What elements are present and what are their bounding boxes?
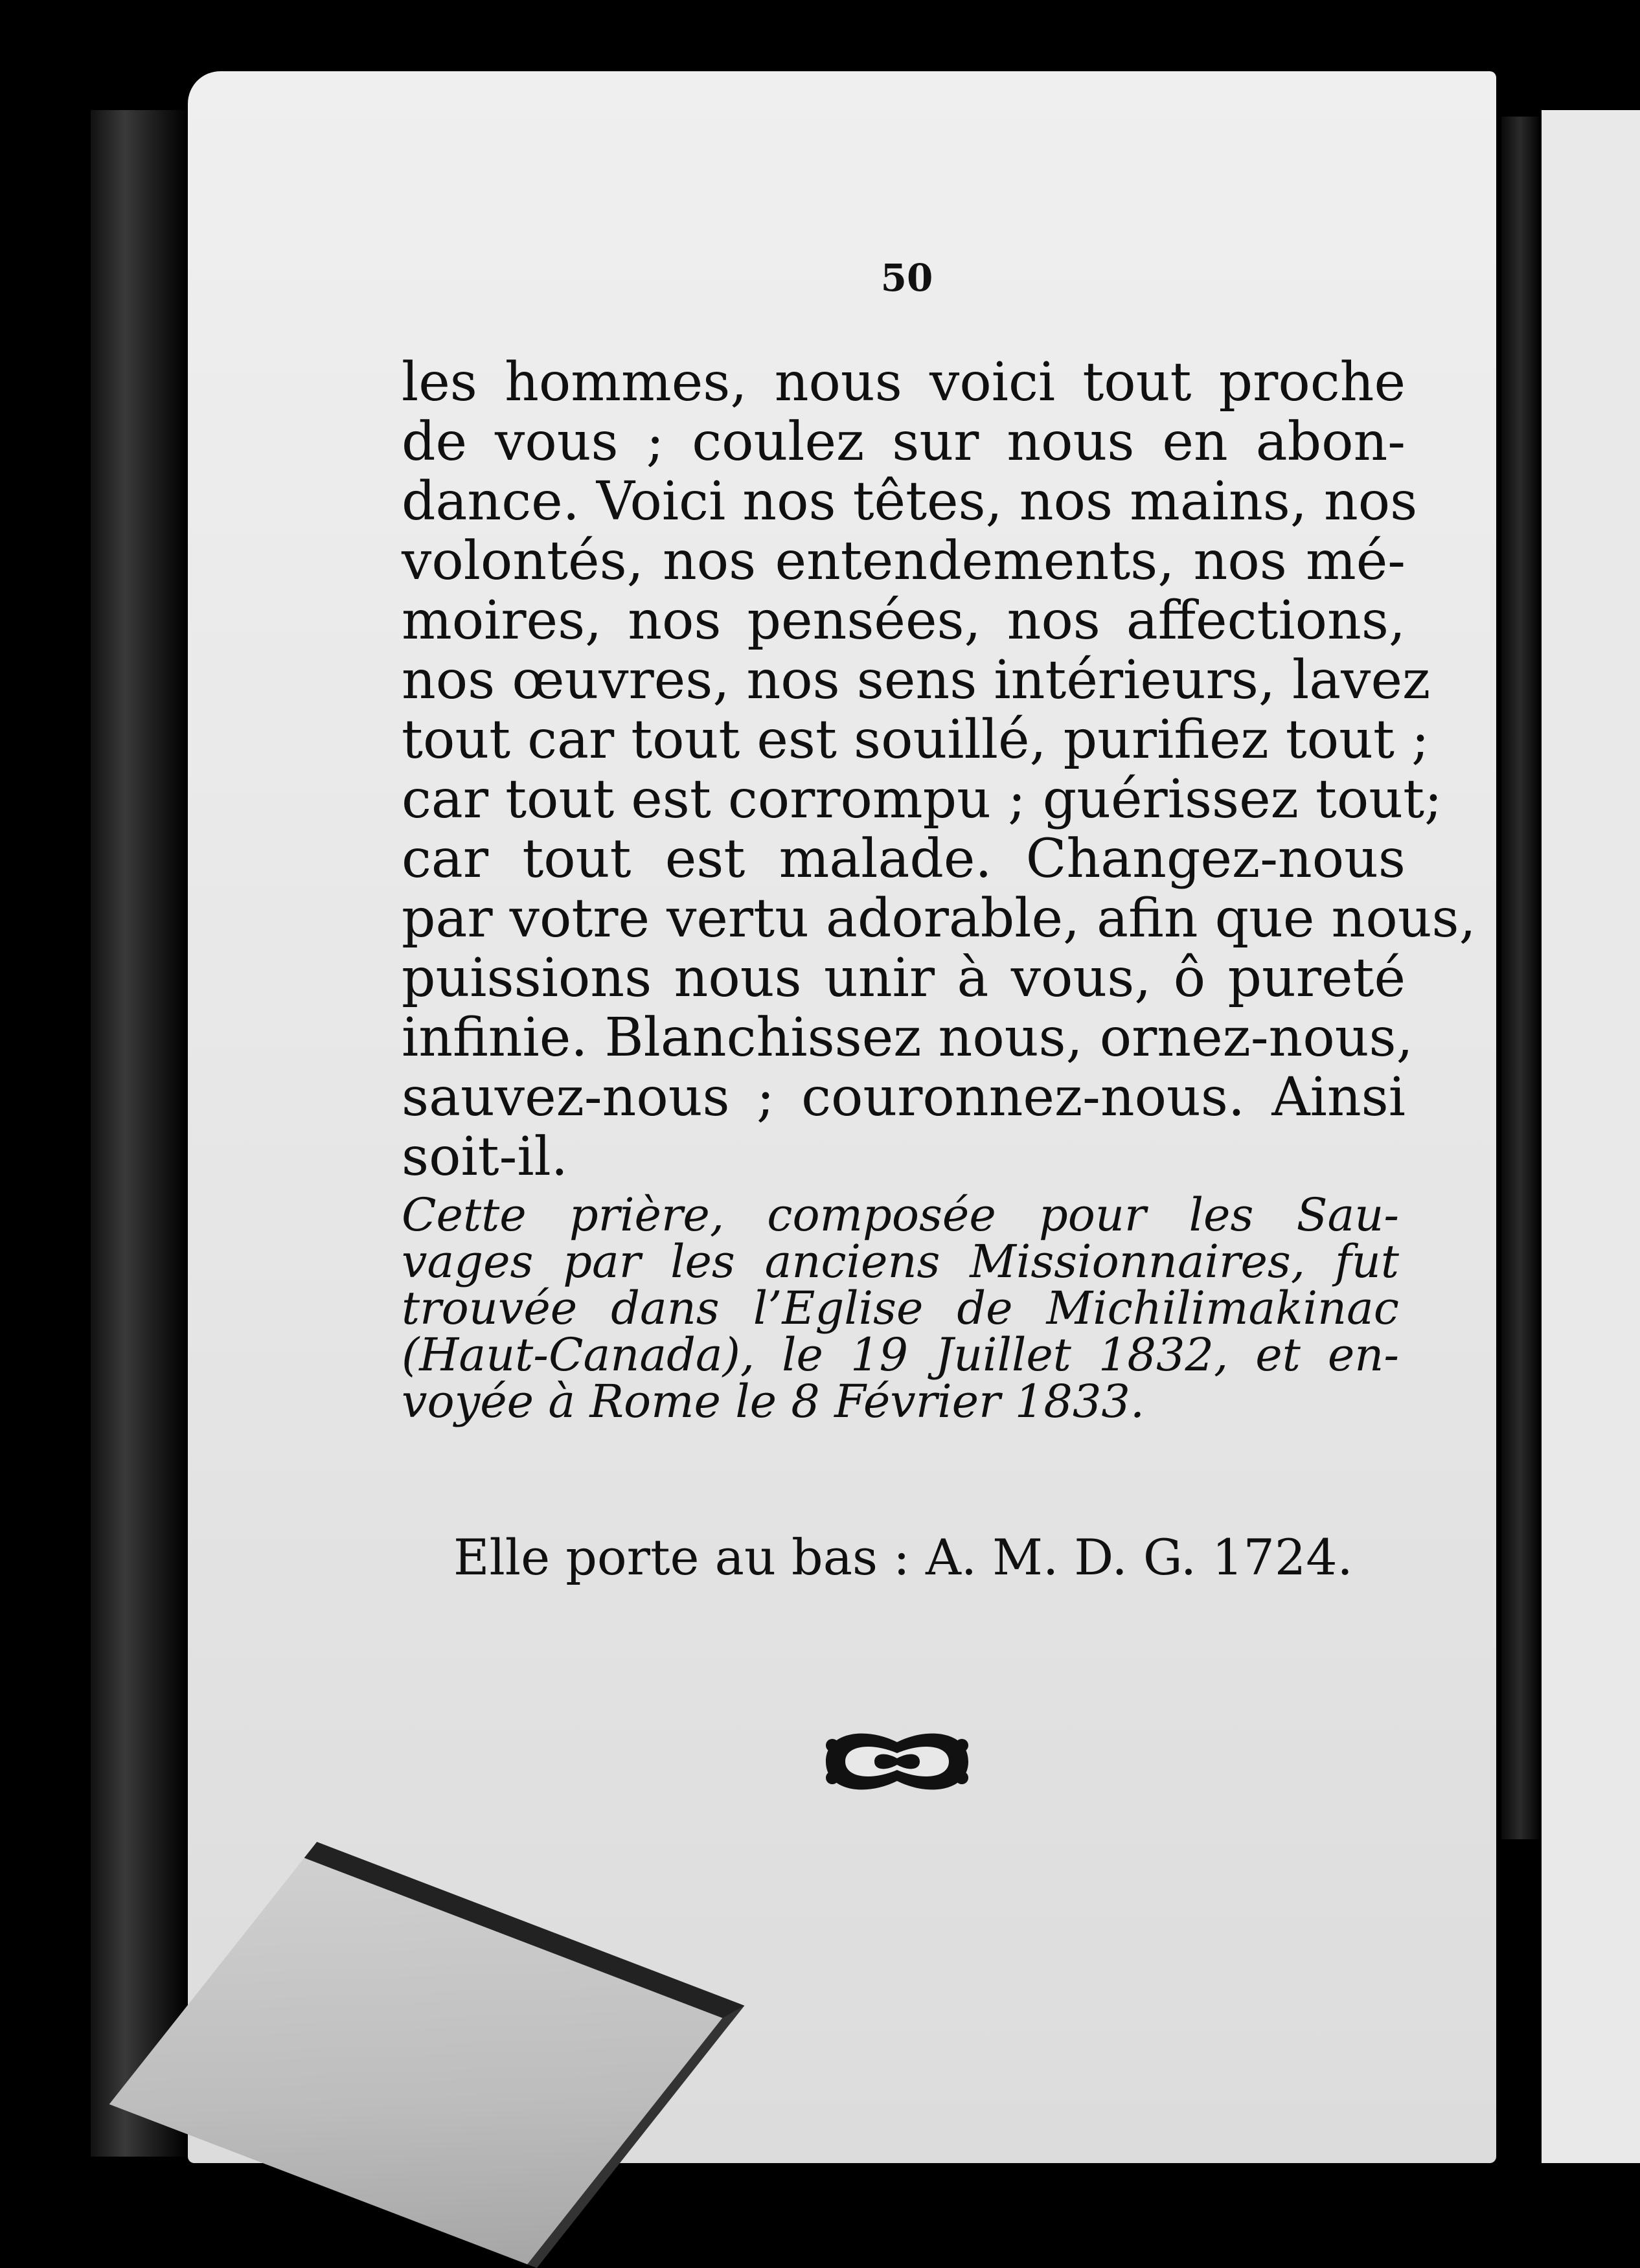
prayer-line: soit-il. [402,1126,568,1188]
facing-page-edge [1542,110,1640,2163]
prayer-line: par votre vertu adorable, afin que nous, [402,888,1476,949]
prayer-line: de vous ; coulez sur nous en abon- [402,411,1406,473]
page-gutter-shadow [1501,117,1539,1839]
historical-note [402,1188,1399,1428]
prayer-text [402,352,1476,1188]
prayer-line: volontés, nos entendements, nos mé- [402,530,1406,592]
prayer-line: puissions nous unir à vous, ô pureté [402,947,1406,1009]
scroll-ornament-icon [813,1713,981,1810]
prayer-line: sauvez-nous ; couronnez-nous. Ainsi [402,1067,1406,1128]
book-spine [91,110,188,2157]
prayer-line: car tout est corrompu ; guérissez tout; [402,769,1442,830]
note-line: (Haut-Canada), le 19 Juillet 1832, et en- [402,1328,1399,1381]
note-line: trouvée dans l’Eglise de Michilimakinac [402,1282,1399,1335]
closing-inscription: Elle porte au bas : A. M. D. G. 1724. [453,1528,1353,1586]
note-line: vages par les anciens Missionnaires, fut [402,1235,1399,1288]
prayer-line: tout car tout est souillé, purifiez tout ; [402,709,1429,771]
prayer-line: dance. Voici nos têtes, nos mains, nos [402,471,1418,532]
prayer-line: les hommes, nous voici tout proche [402,352,1406,413]
note-line: voyée à Rome le 8 Février 1833. [402,1375,1145,1428]
prayer-line: moires, nos pensées, nos affections, [402,590,1406,652]
prayer-line: car tout est malade. Changez-nous [402,828,1406,890]
note-line: Cette prière, composée pour les Sau- [402,1188,1399,1242]
page-number: 50 [880,256,933,300]
prayer-line: nos œuvres, nos sens intérieurs, lavez [402,650,1431,711]
prayer-line: infinie. Blanchissez nous, ornez-nous, [402,1007,1413,1069]
